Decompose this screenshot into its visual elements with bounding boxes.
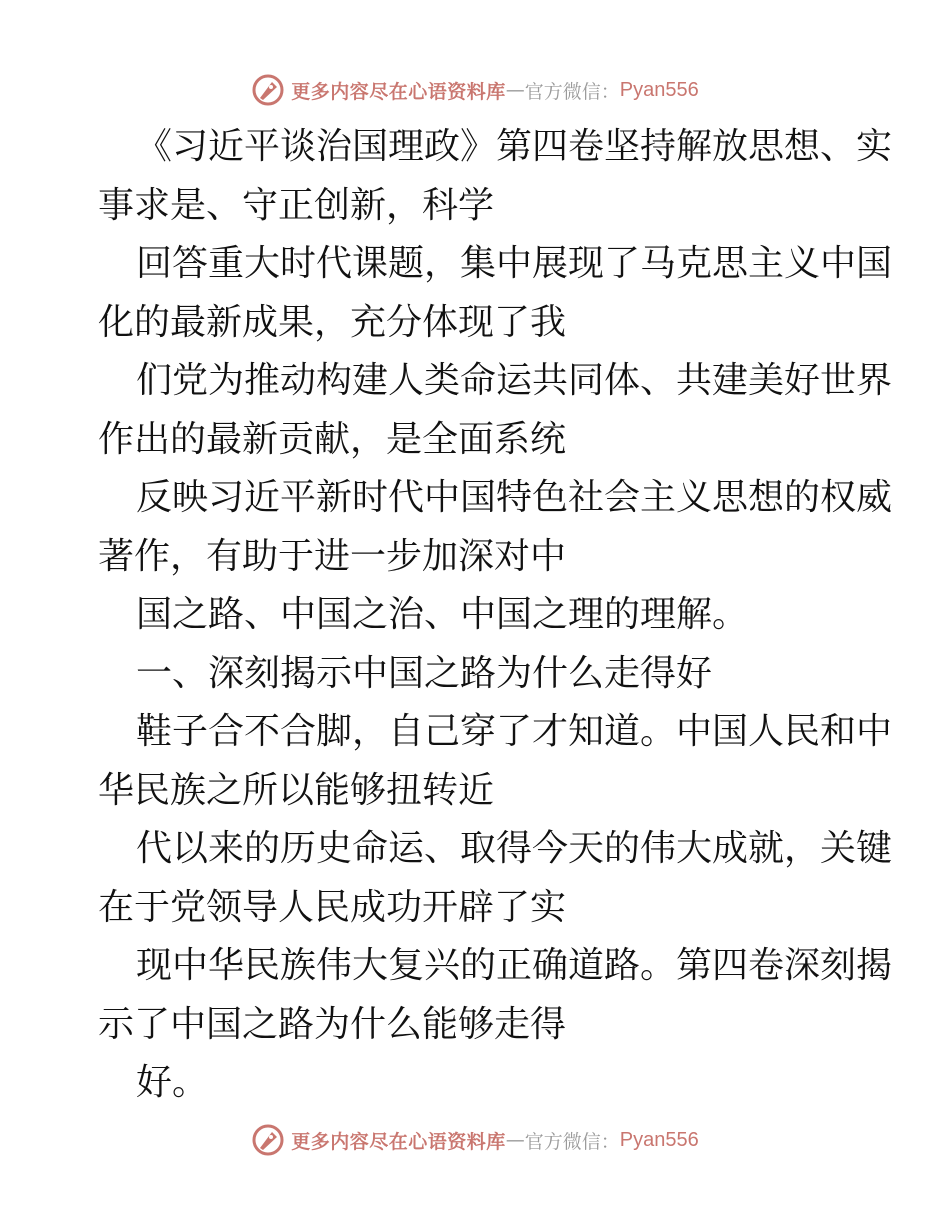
header-wechat-id: Pyan556 xyxy=(619,78,699,101)
pen-tip-circle-icon xyxy=(251,1123,285,1157)
footer-separator: — xyxy=(505,1129,525,1151)
text-line: 代以来的历史命运、取得今天的伟大成就，关键 xyxy=(136,828,893,869)
footer-banner xyxy=(0,1120,950,1160)
text-line: 《习近平谈治国理政》第四卷坚持解放思想、实 xyxy=(136,126,893,167)
footer-slogan: 更多内容尽在心语资料库 xyxy=(291,1130,506,1153)
text-line: 反映习近平新时代中国特色社会主义思想的权威 xyxy=(136,477,893,518)
section-heading: 一、深刻揭示中国之路为什么走得好 xyxy=(136,652,713,694)
footer-wechat-label: 官方微信： xyxy=(524,1130,620,1153)
text-line: 们党为推动构建人类命运共同体、共建美好世界 xyxy=(136,360,893,401)
header-separator: — xyxy=(505,79,525,101)
text-line: 鞋子合不合脚，自己穿了才知道。中国人民和中 xyxy=(136,711,893,752)
header-slogan: 更多内容尽在心语资料库 xyxy=(291,80,506,103)
text-line: 著作，有助于进一步加深对中 xyxy=(98,535,567,577)
text-line: 化的最新成果，充分体现了我 xyxy=(98,301,567,343)
text-line: 国之路、中国之治、中国之理的理解。 xyxy=(136,594,749,635)
article-body xyxy=(98,118,893,1113)
text-line: 示了中国之路为什么能够走得 xyxy=(98,1003,567,1045)
text-line: 好。 xyxy=(136,1062,209,1103)
header-wechat-label: 官方微信： xyxy=(524,80,620,103)
header-banner xyxy=(0,70,950,110)
footer-wechat-id: Pyan556 xyxy=(619,1128,699,1151)
text-line: 在于党领导人民成功开辟了实 xyxy=(98,886,567,928)
pen-tip-circle-icon xyxy=(251,73,285,107)
text-line: 回答重大时代课题，集中展现了马克思主义中国 xyxy=(136,243,893,284)
text-line: 现中华民族伟大复兴的正确道路。第四卷深刻揭 xyxy=(136,945,893,986)
text-line: 事求是、守正创新，科学 xyxy=(98,184,495,226)
text-line: 华民族之所以能够扭转近 xyxy=(98,769,495,811)
text-line: 作出的最新贡献，是全面系统 xyxy=(98,418,567,460)
